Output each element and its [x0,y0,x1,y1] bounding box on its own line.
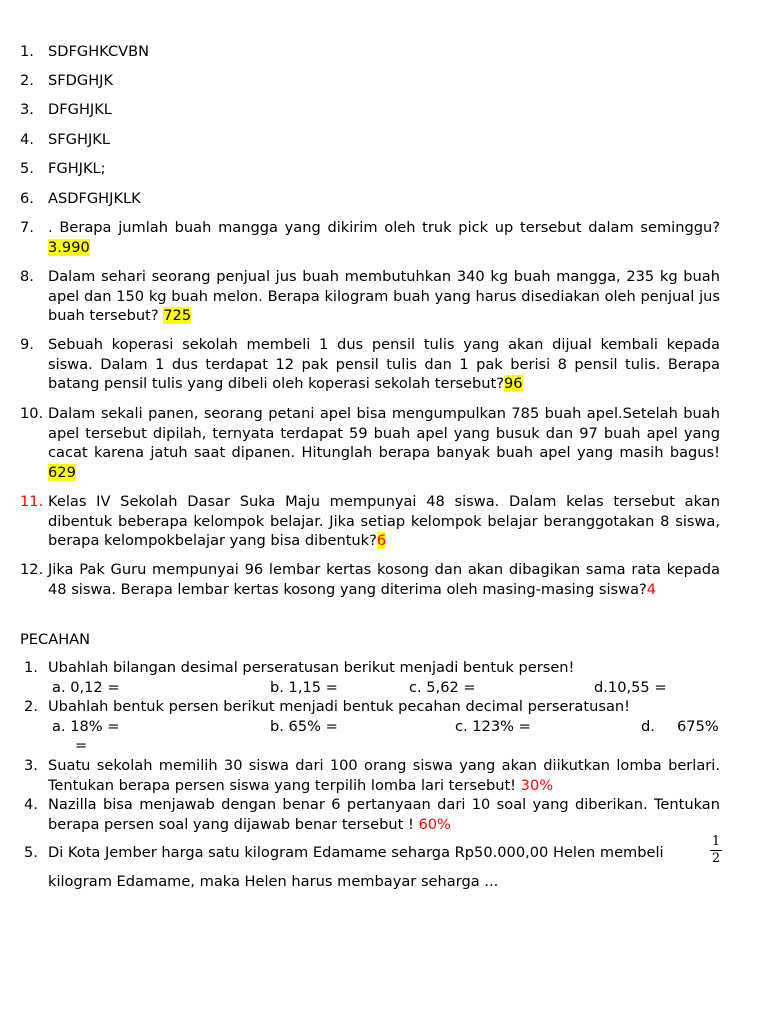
item-text: DFGHJKL [48,101,112,118]
list-item [20,267,720,326]
item-text: SDFGHKCVBN [48,43,150,60]
question-text: Sebuah koperasi sekolah membeli 1 dus pensil tulis yang akan dijual kembali kepada siswa. Dalam 1 dus terdapat 12 pak pensil tulis dan 1 pak berisi 8 pensil tulis. Berapa batang pensil tulis yang dibeli oleh koperasi sekolah tersebut? [48,336,720,392]
question-text: Suatu sekolah memilih 30 siswa dari 100 orang siswa yang akan diikutkan lomba berlari. Tentukan berapa persen siswa yang terpilih lomba lari tersebut! [48,757,720,794]
answer-highlight: 629 [48,463,76,481]
item-number: 4. [24,796,38,813]
item-text [48,560,720,599]
answer-highlight: 96 [504,375,523,392]
fraction [708,835,724,866]
option-d-value: 675% [677,718,719,735]
answer-text: 4 [646,580,657,598]
item-number: 2. [20,72,34,89]
item-number: 3. [20,101,34,118]
item-text: FGHJKL; [48,160,106,177]
list-item [20,795,720,834]
option-c: c. 5,62 = [409,679,476,696]
item-number: 1. [20,43,34,60]
list-item [20,756,720,795]
item-text [48,218,720,257]
item-text: Ubahlah bentuk persen berikut menjadi bentuk pecahan decimal perseratusan! [48,698,630,715]
question-text: Dalam sehari seorang penjual jus buah membutuhkan 340 kg buah mangga, 235 kg buah apel dan 150 kg buah melon. Berapa kilogram buah yang harus disediakan oleh penjual jus buah tersebut? [48,268,720,324]
item-text: Ubahlah bilangan desimal perseratusan berikut menjadi bentuk persen! [48,659,575,676]
list-item [20,189,720,209]
list-item [20,492,720,551]
item-number: 8. [20,268,34,285]
list-item [20,658,720,678]
option-c: c. 123% = [455,718,531,735]
item-number: 5. [24,844,38,861]
list-item [20,71,720,91]
item-text: SFDGHJK [48,72,114,89]
list-item [20,843,720,863]
item-text [48,404,720,482]
item-number: 11. [20,493,44,510]
list-item [20,130,720,150]
question-text: Jika Pak Guru mempunyai 96 lembar kertas kosong dan akan dibagikan sama rata kepada 48 siswa. Berapa lembar kertas kosong yang diterima oleh masing-masing siswa? [48,561,720,598]
item-number: 1. [24,659,38,676]
item-number: 2. [24,698,38,715]
list-item [20,560,720,599]
question-text: . Berapa jumlah buah mangga yang dikirim oleh truk pick up tersebut dalam seminggu? [48,219,720,236]
option-d-equals: = [75,737,88,754]
item-text: ASDFGHJKLK [48,190,141,207]
list-item [20,404,720,482]
section-title: PECAHAN [20,631,91,648]
item-number: 7. [20,219,34,236]
item-text: SFGHJKL [48,131,110,148]
list-item [20,697,720,717]
list-item [20,159,720,179]
question-text: Dalam sekali panen, seorang petani apel bisa mengumpulkan 785 buah apel.Setelah buah apel tersebut dipilah, ternyata terdapat 59 buah apel yang busuk dan 97 buah apel yang cacat karena jatuh saat dipanen. Hitunglah berapa banyak buah apel yang masih bagus! [48,405,720,461]
option-a: a. 18% = [52,718,120,735]
question-text: Kelas IV Sekolah Dasar Suka Maju mempunyai 48 siswa. Dalam kelas tersebut akan dibentuk beberapa kelompok belajar. Jika setiap kelompok belajar beranggotakan 8 siswa, berapa kelompokbelajar yang bisa dibentuk? [48,493,720,549]
list-item [20,335,720,394]
fraction-numerator: 1 [711,834,721,849]
option-d: d.10,55 = [594,679,667,696]
fraction-denominator: 2 [711,851,721,866]
item-text-continued: kilogram Edamame, maka Helen harus membayar seharga ... [48,873,499,890]
option-b: b. 1,15 = [270,679,338,696]
item-number: 3. [24,757,38,774]
item-number: 12. [20,561,44,578]
item-number: 5. [20,160,34,177]
item-number: 9. [20,336,34,353]
item-number: 6. [20,190,34,207]
answer-highlight: 725 [163,307,192,324]
option-b: b. 65% = [270,718,338,735]
answer-text: 30% [520,776,554,794]
item-text [48,492,720,551]
item-number: 4. [20,131,34,148]
answer-text: 60% [418,815,451,833]
item-text [48,756,720,795]
answer-highlight: 3.990 [48,238,90,256]
option-d: d. [641,718,655,735]
list-item [20,42,720,62]
list-item [20,218,720,257]
question-text: Nazilla bisa menjawab dengan benar 6 pertanyaan dari 10 soal yang diberikan. Tentukan berapa persen soal yang dijawab benar tersebut ! [48,796,720,833]
item-text [48,267,720,326]
list-item [20,100,720,120]
answer-highlight: 6 [376,532,387,549]
item-number: 10. [20,405,44,422]
item-text: Di Kota Jember harga satu kilogram Edamame seharga Rp50.000,00 Helen membeli [48,844,664,861]
item-text [48,795,720,834]
item-text [48,335,720,394]
option-a: a. 0,12 = [52,679,120,696]
